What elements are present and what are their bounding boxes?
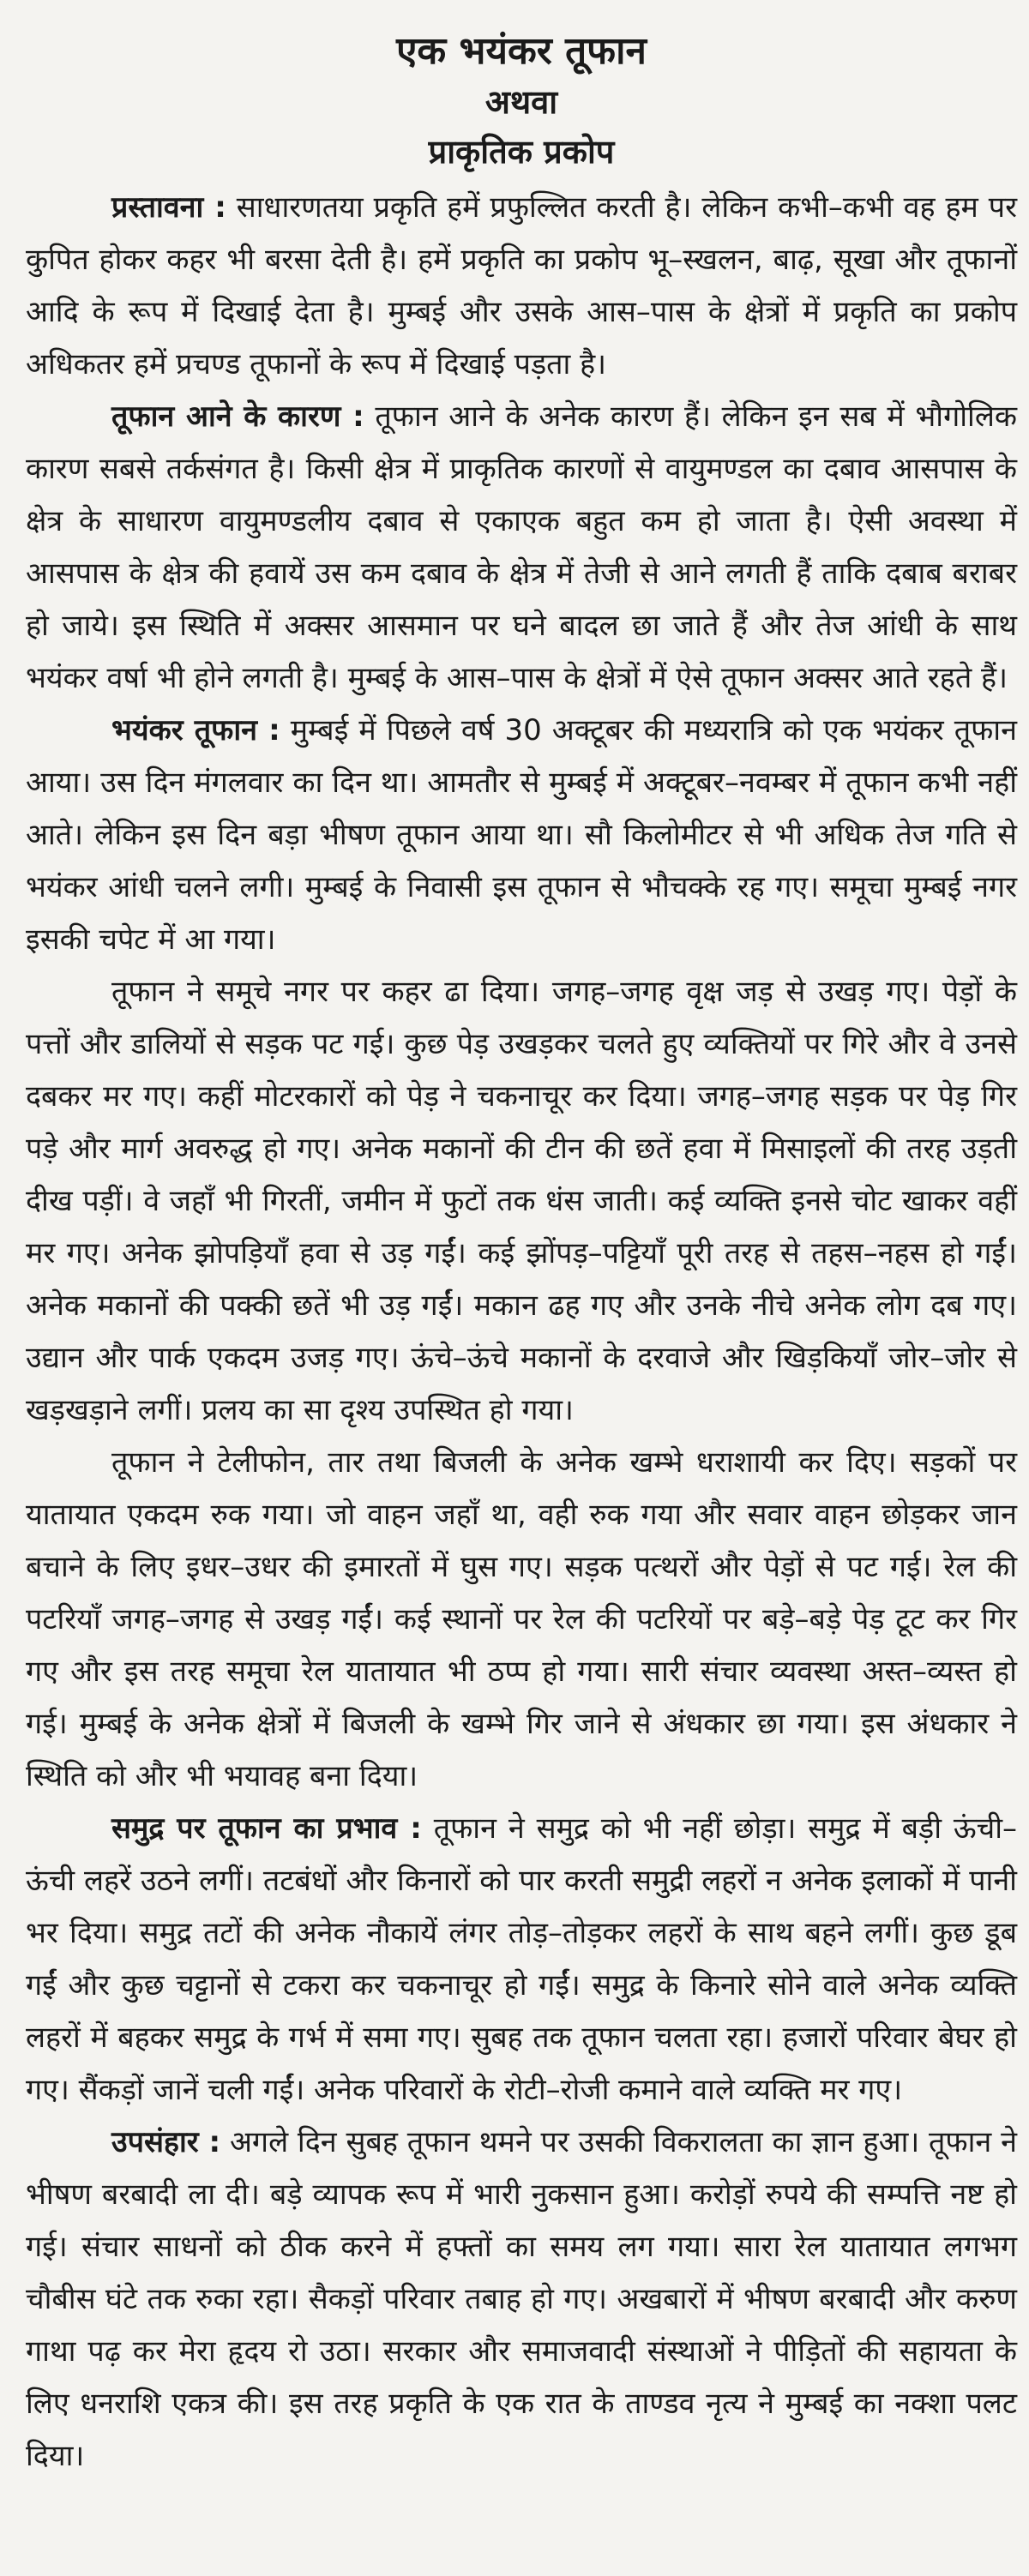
paragraph-text: तूफान ने समूचे नगर पर कहर ढा दिया। जगह–जगह वृक्ष जड़ से उखड़ गए। पेड़ों के पत्तों और डालियों से सड़क पट गई। कुछ पेड़ उखड़कर चलते हुए व्यक्तियों पर गिरे और वे उनसे दबकर मर गए। कहीं मोटरकारों को पेड़ ने चकनाचूर कर दिया। जगह–जगह सड़क पर पेड़ गिर पड़े और मार्ग अवरुद्ध हो गए। अनेक मकानों की टीन की छतें हवा में मिसाइलों की तरह उड़ती दीख पड़ीं। वे जहाँ भी गिरतीं, जमीन में फुटों तक धंस जाती। कई व्यक्ति इनसे चोट खाकर वहीं मर गए। अनेक झोपड़ियाँ हवा से उड़ गईं। कई झोंपड़–पट्टियाँ पूरी तरह से तहस–नहस हो गईं। अनेक मकानों की पक्की छतें भी उड़ गईं। मकान ढह गए और उनके नीचे अनेक लोग दब गए। उद्यान और पार्क एकदम उजड़ गए। ऊंचे–ऊंचे मकानों के दरवाजे और खिड़कियाँ जोर–जोर से खड़खड़ाने लगीं। प्रलय का सा दृश्य उपस्थित हो गया। (26, 975, 1017, 1427)
essay-subtitle: प्राकृतिक प्रकोप (428, 133, 615, 171)
paragraph-terrible-storm (26, 705, 1017, 966)
paragraph-causes (26, 391, 1017, 705)
paragraph-heading: उपसंहार : (111, 2125, 221, 2159)
paragraph-text: तूफान ने समुद्र को भी नहीं छोड़ा। समुद्र में बड़ी ऊंची–ऊंची लहरें उठने लगीं। तटबंधों और किनारों को पार करती समुद्री लहरों न अनेक इलाकों में पानी भर दिया। समुद्र तटों की अनेक नौकायें लंगर तोड़–तोड़कर लहरों के साथ बहने लगीं। कुछ डूब गईं और कुछ चट्टानों से टकरा कर चकनाचूर हो गईं। समुद्र के किनारे सोने वाले अनेक व्यक्ति लहरों में बहकर समुद्र के गर्भ में समा गए। सुबह तक तूफान चलता रहा। हजारों परिवार बेघर हो गए। सैंकड़ों जानें चली गईं। अनेक परिवारों के रोटी–रोजी कमाने वाले व्यक्ति मर गए। (26, 1811, 1018, 2107)
paragraph-sea-impact (26, 1803, 1017, 2117)
paragraph-heading: भयंकर तूफान : (111, 713, 280, 748)
paragraph-conclusion (26, 2117, 1017, 2483)
paragraph-city-damage (26, 966, 1017, 1437)
paragraph-text: अगले दिन सुबह तूफान थमने पर उसकी विकरालता का ज्ञान हुआ। तूफान ने भीषण बरबादी ला दी। बड़े व्यापक रूप में भारी नुकसान हुआ। करोड़ों रुपये की सम्पत्ति नष्ट हो गई। संचार साधनों को ठीक करने में हफ्तों का समय लग गया। सारा रेल यातायात लगभग चौबीस घंटे तक रुका रहा। सैकड़ों परिवार तबाह हो गए। अखबारों में भीषण बरबादी और करुण गाथा पढ़ कर मेरा हृदय रो उठा। सरकार और समाजवादी संस्थाओं ने पीड़ितों की सहायता के लिए धनराशि एकत्र की। इस तरह प्रकृति के एक रात के ताण्डव नृत्य ने मुम्बई का नक्शा पलट दिया। (26, 2125, 1017, 2473)
essay-title: एक भयंकर तूफान (396, 29, 647, 73)
paragraph-heading: समुद्र पर तूफान का प्रभाव : (111, 1811, 422, 1846)
paragraph-infrastructure-damage (26, 1437, 1017, 1803)
paragraph-text: तूफान ने टेलीफोन, तार तथा बिजली के अनेक खम्भे धराशायी कर दिए। सड़कों पर यातायात एकदम रुक गया। जो वाहन जहाँ था, वही रुक गया और सवार वाहन छोड़कर जान बचाने के लिए इधर–उधर की इमारतों में घुस गए। सड़क पत्थरों और पेड़ों से पट गई। रेल की पटरियाँ जगह–जगह से उखड़ गईं। कई स्थानों पर रेल की पटरियों पर बड़े–बड़े पेड़ टूट कर गिर गए और इस तरह समूचा रेल यातायात भी ठप्प हो गया। सारी संचार व्यवस्था अस्त–व्यस्त हो गई। मुम्बई के अनेक क्षेत्रों में बिजली के खम्भे गिर जाने से अंधकार छा गया। इस अंधकार ने स्थिति को और भी भयावह बना दिया। (26, 1445, 1017, 1793)
paragraph-heading: तूफान आने के कारण : (111, 399, 364, 434)
paragraph-text: साधारणतया प्रकृति हमें प्रफुल्लित करती है। लेकिन कभी–कभी वह हम पर कुपित होकर कहर भी बरसा देती है। हमें प्रकृति का प्रकोप भू–स्खलन, बाढ़, सूखा और तूफानों आदि के रूप में दिखाई देता है। मुम्बई और उसके आस–पास के क्षेत्रों में प्रकृति का प्रकोप अधिकतर हमें प्रचण्ड तूफानों के रूप में दिखाई पड़ता है। (26, 190, 1017, 381)
paragraph-introduction (26, 182, 1017, 391)
essay-subtitle-or: अथवा (484, 83, 558, 121)
paragraph-text: तूफान आने के अनेक कारण हैं। लेकिन इन सब में भौगोलिक कारण सबसे तर्कसंगत है। किसी क्षेत्र में प्राकृतिक कारणों से वायुमण्डल का दबाव आसपास के क्षेत्र के साधारण वायुमण्डलीय दबाव से एकाएक बहुत कम हो जाता है। ऐसी अवस्था में आसपास के क्षेत्र की हवायें उस कम दबाव के क्षेत्र में तेजी से आने लगती हैं ताकि दबाब बराबर हो जाये। इस स्थिति में अक्सर आसमान पर घने बादल छा जाते हैं और तेज आंधी के साथ भयंकर वर्षा भी होने लगती है। मुम्बई के आस–पास के क्षेत्रों में ऐसे तूफान अक्सर आते रहते हैं। (26, 399, 1017, 695)
paragraph-heading: प्रस्तावना : (111, 190, 226, 225)
paragraph-text: मुम्बई में पिछले वर्ष 30 अक्टूबर की मध्यरात्रि को एक भयंकर तूफान आया। उस दिन मंगलवार का दिन था। आमतौर से मुम्बई में अक्टूबर–नवम्बर में तूफान कभी नहीं आते। लेकिन इस दिन बड़ा भीषण तूफान आया था। सौ किलोमीटर से भी अधिक तेज गति से भयंकर आंधी चलने लगी। मुम्बई के निवासी इस तूफान से भौचक्के रह गए। समूचा मुम्बई नगर इसकी चपेट में आ गया। (26, 713, 1017, 957)
